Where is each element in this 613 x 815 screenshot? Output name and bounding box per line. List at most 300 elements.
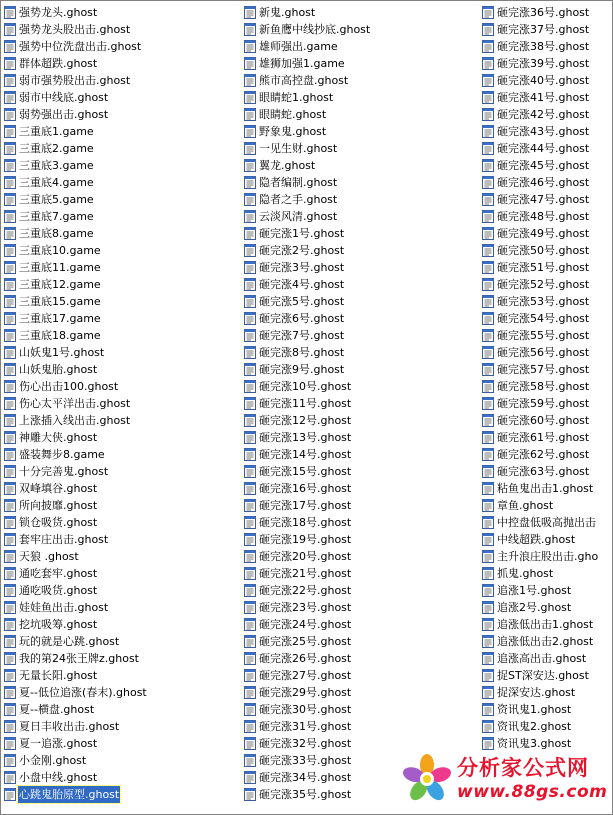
document-icon bbox=[482, 278, 494, 291]
file-item[interactable] bbox=[244, 565, 480, 582]
file-item[interactable] bbox=[4, 327, 242, 344]
file-item[interactable] bbox=[244, 310, 480, 327]
file-name: 砸完涨58号.ghost bbox=[497, 380, 590, 393]
file-name: 砸完涨60号.ghost bbox=[497, 414, 590, 427]
file-item[interactable] bbox=[244, 361, 480, 378]
document-icon bbox=[4, 516, 16, 529]
file-item[interactable] bbox=[244, 684, 480, 701]
file-item[interactable] bbox=[482, 548, 613, 565]
file-item[interactable] bbox=[4, 650, 242, 667]
file-item[interactable] bbox=[244, 72, 480, 89]
document-icon bbox=[4, 329, 16, 342]
document-icon bbox=[4, 737, 16, 750]
document-icon bbox=[482, 618, 494, 631]
file-item[interactable] bbox=[482, 514, 613, 531]
file-name: 十分完善鬼.ghost bbox=[19, 465, 109, 478]
file-item[interactable] bbox=[482, 650, 613, 667]
file-item[interactable] bbox=[4, 361, 242, 378]
file-item[interactable] bbox=[4, 667, 242, 684]
document-icon bbox=[244, 91, 256, 104]
file-item[interactable] bbox=[244, 701, 480, 718]
file-item[interactable] bbox=[4, 225, 242, 242]
file-name: 中线超跌.ghost bbox=[497, 533, 576, 546]
document-icon bbox=[4, 244, 16, 257]
document-icon bbox=[4, 278, 16, 291]
file-name: 一见生财.ghost bbox=[259, 142, 338, 155]
file-item[interactable] bbox=[4, 497, 242, 514]
file-name: 三重底8.game bbox=[19, 227, 94, 240]
file-name: 资讯鬼2.ghost bbox=[497, 720, 572, 733]
file-name: 砸完涨16号.ghost bbox=[259, 482, 352, 495]
file-item[interactable] bbox=[244, 38, 480, 55]
file-item[interactable] bbox=[244, 123, 480, 140]
file-item[interactable] bbox=[4, 548, 242, 565]
document-icon bbox=[4, 159, 16, 172]
file-name: 砸完涨31号.ghost bbox=[259, 720, 352, 733]
file-item[interactable] bbox=[482, 633, 613, 650]
file-item[interactable] bbox=[244, 616, 480, 633]
file-item[interactable] bbox=[244, 276, 480, 293]
file-item[interactable] bbox=[4, 378, 242, 395]
file-item[interactable] bbox=[482, 701, 613, 718]
file-item[interactable] bbox=[482, 378, 613, 395]
file-item[interactable] bbox=[244, 429, 480, 446]
file-item[interactable] bbox=[4, 514, 242, 531]
file-name: 三重底7.game bbox=[19, 210, 94, 223]
file-name: 砸完涨2号.ghost bbox=[259, 244, 345, 257]
file-name: 三重底1.game bbox=[19, 125, 94, 138]
document-icon bbox=[244, 482, 256, 495]
document-icon bbox=[244, 737, 256, 750]
document-icon bbox=[244, 6, 256, 19]
file-item[interactable] bbox=[482, 344, 613, 361]
document-icon bbox=[244, 720, 256, 733]
file-item[interactable] bbox=[482, 259, 613, 276]
document-icon bbox=[482, 23, 494, 36]
file-name: 砸完涨10号.ghost bbox=[259, 380, 352, 393]
document-icon bbox=[244, 652, 256, 665]
file-name: 所向披靡.ghost bbox=[19, 499, 98, 512]
file-item[interactable] bbox=[244, 259, 480, 276]
file-item[interactable] bbox=[482, 616, 613, 633]
file-item[interactable] bbox=[244, 89, 480, 106]
file-item[interactable] bbox=[244, 157, 480, 174]
file-name: 雄师强出.game bbox=[259, 40, 338, 53]
file-item[interactable] bbox=[244, 242, 480, 259]
file-name: 砸完涨17号.ghost bbox=[259, 499, 352, 512]
file-name: 追涨2号.ghost bbox=[497, 601, 572, 614]
document-icon bbox=[482, 601, 494, 614]
file-item[interactable] bbox=[482, 582, 613, 599]
file-name: 砸完涨38号.ghost bbox=[497, 40, 590, 53]
document-icon bbox=[244, 40, 256, 53]
file-item[interactable] bbox=[482, 429, 613, 446]
document-icon bbox=[482, 397, 494, 410]
file-name: 眼睛蛇.ghost bbox=[259, 108, 327, 121]
file-item[interactable] bbox=[4, 684, 242, 701]
file-name: 弱市强势股出击.ghost bbox=[19, 74, 131, 87]
file-name: 资讯鬼3.ghost bbox=[497, 737, 572, 750]
document-icon bbox=[482, 6, 494, 19]
file-item[interactable] bbox=[482, 106, 613, 123]
file-item[interactable] bbox=[482, 140, 613, 157]
file-name: 砸完涨42号.ghost bbox=[497, 108, 590, 121]
file-item[interactable] bbox=[4, 616, 242, 633]
document-icon bbox=[482, 142, 494, 155]
file-name: 群体超跌.ghost bbox=[19, 57, 98, 70]
document-icon bbox=[4, 567, 16, 580]
file-item[interactable] bbox=[482, 72, 613, 89]
file-name: 三重底17.game bbox=[19, 312, 101, 325]
file-item[interactable] bbox=[4, 344, 242, 361]
file-name: 砸完涨47号.ghost bbox=[497, 193, 590, 206]
document-icon bbox=[4, 465, 16, 478]
file-name: 双峰填谷.ghost bbox=[19, 482, 98, 495]
document-icon bbox=[244, 414, 256, 427]
file-item[interactable] bbox=[244, 412, 480, 429]
document-icon bbox=[244, 618, 256, 631]
document-icon bbox=[4, 397, 16, 410]
file-name: 砸完涨13号.ghost bbox=[259, 431, 352, 444]
document-icon bbox=[4, 23, 16, 36]
file-name: 砸完涨14号.ghost bbox=[259, 448, 352, 461]
document-icon bbox=[482, 108, 494, 121]
file-name: 砸完涨55号.ghost bbox=[497, 329, 590, 342]
file-name: 我的第24张王牌z.ghost bbox=[19, 652, 139, 665]
file-name: 三重底4.game bbox=[19, 176, 94, 189]
file-item[interactable] bbox=[244, 667, 480, 684]
document-icon bbox=[482, 533, 494, 546]
file-item[interactable] bbox=[4, 106, 242, 123]
file-name: 砸完涨15号.ghost bbox=[259, 465, 352, 478]
file-name: 追涨低出击2.ghost bbox=[497, 635, 594, 648]
file-name: 砸完涨61号.ghost bbox=[497, 431, 590, 444]
file-item[interactable] bbox=[244, 446, 480, 463]
file-name: 砸完涨45号.ghost bbox=[497, 159, 590, 172]
file-item[interactable] bbox=[4, 293, 242, 310]
file-name: 无量长阳.ghost bbox=[19, 669, 98, 682]
file-item[interactable] bbox=[4, 735, 242, 752]
file-name: 通吃套牢.ghost bbox=[19, 567, 98, 580]
file-name: 三重底5.game bbox=[19, 193, 94, 206]
document-icon bbox=[244, 703, 256, 716]
file-item[interactable] bbox=[482, 191, 613, 208]
file-name: 三重底10.game bbox=[19, 244, 101, 257]
document-icon bbox=[244, 380, 256, 393]
document-icon bbox=[244, 244, 256, 257]
file-item[interactable] bbox=[4, 140, 242, 157]
file-name: 砸完涨21号.ghost bbox=[259, 567, 352, 580]
file-name: 捉深安达.ghost bbox=[497, 686, 576, 699]
file-item[interactable] bbox=[244, 480, 480, 497]
document-icon bbox=[482, 57, 494, 70]
document-icon bbox=[244, 499, 256, 512]
document-icon bbox=[482, 40, 494, 53]
file-item[interactable] bbox=[482, 412, 613, 429]
file-item[interactable] bbox=[482, 89, 613, 106]
file-item[interactable] bbox=[244, 21, 480, 38]
document-icon bbox=[244, 125, 256, 138]
document-icon bbox=[482, 584, 494, 597]
file-item[interactable] bbox=[244, 633, 480, 650]
flower-logo-icon bbox=[401, 753, 453, 805]
file-name: 三重底18.game bbox=[19, 329, 101, 342]
file-item[interactable] bbox=[482, 327, 613, 344]
document-icon bbox=[4, 6, 16, 19]
file-item[interactable] bbox=[4, 701, 242, 718]
file-item[interactable] bbox=[4, 463, 242, 480]
file-item[interactable] bbox=[482, 480, 613, 497]
document-icon bbox=[482, 312, 494, 325]
file-item[interactable] bbox=[482, 123, 613, 140]
document-icon bbox=[4, 703, 16, 716]
file-name: 伤心太平洋出击.ghost bbox=[19, 397, 131, 410]
file-item[interactable] bbox=[4, 582, 242, 599]
file-item[interactable] bbox=[4, 565, 242, 582]
document-icon bbox=[244, 74, 256, 87]
document-icon bbox=[4, 74, 16, 87]
watermark-url: www.88gs.com bbox=[457, 782, 608, 802]
file-name: 砸完涨62号.ghost bbox=[497, 448, 590, 461]
document-icon bbox=[244, 278, 256, 291]
document-icon bbox=[482, 652, 494, 665]
file-item[interactable] bbox=[482, 174, 613, 191]
document-icon bbox=[4, 57, 16, 70]
file-item[interactable] bbox=[482, 157, 613, 174]
file-item[interactable] bbox=[244, 463, 480, 480]
file-item[interactable] bbox=[4, 38, 242, 55]
file-item[interactable] bbox=[244, 4, 480, 21]
file-name: 隐者编制.ghost bbox=[259, 176, 338, 189]
file-item[interactable] bbox=[482, 38, 613, 55]
file-column-1 bbox=[4, 4, 242, 803]
document-icon bbox=[4, 533, 16, 546]
file-name: 中控盘低吸高抛出击 bbox=[497, 516, 596, 529]
document-icon bbox=[482, 74, 494, 87]
file-item[interactable] bbox=[482, 684, 613, 701]
file-name: 砸完涨20号.ghost bbox=[259, 550, 352, 563]
file-name: 砸完涨37号.ghost bbox=[497, 23, 590, 36]
document-icon bbox=[482, 363, 494, 376]
document-icon bbox=[4, 482, 16, 495]
file-item[interactable] bbox=[482, 565, 613, 582]
document-icon bbox=[244, 448, 256, 461]
file-item[interactable] bbox=[244, 174, 480, 191]
file-name: 砸完涨35号.ghost bbox=[259, 788, 352, 801]
file-name: 章鱼.ghost bbox=[497, 499, 554, 512]
file-item[interactable] bbox=[4, 89, 242, 106]
document-icon bbox=[244, 754, 256, 767]
file-item[interactable] bbox=[4, 72, 242, 89]
document-icon bbox=[244, 584, 256, 597]
file-item[interactable] bbox=[4, 395, 242, 412]
file-item[interactable] bbox=[4, 259, 242, 276]
document-icon bbox=[244, 567, 256, 580]
document-icon bbox=[244, 686, 256, 699]
document-icon bbox=[4, 720, 16, 733]
document-icon bbox=[4, 771, 16, 784]
file-item[interactable] bbox=[482, 293, 613, 310]
file-name: 砸完涨63号.ghost bbox=[497, 465, 590, 478]
file-item[interactable] bbox=[4, 531, 242, 548]
document-icon bbox=[244, 669, 256, 682]
document-icon bbox=[244, 771, 256, 784]
file-item[interactable] bbox=[4, 446, 242, 463]
file-item[interactable] bbox=[482, 225, 613, 242]
file-item[interactable] bbox=[244, 531, 480, 548]
file-item[interactable] bbox=[4, 599, 242, 616]
file-item[interactable] bbox=[244, 208, 480, 225]
file-column-3 bbox=[482, 4, 613, 752]
file-name: 娃娃鱼出击.ghost bbox=[19, 601, 109, 614]
document-icon bbox=[244, 533, 256, 546]
file-item[interactable] bbox=[482, 361, 613, 378]
document-icon bbox=[244, 465, 256, 478]
file-item[interactable] bbox=[244, 514, 480, 531]
file-item[interactable] bbox=[482, 208, 613, 225]
file-item[interactable] bbox=[482, 463, 613, 480]
file-name: 弱势强出击.ghost bbox=[19, 108, 109, 121]
file-item[interactable] bbox=[244, 582, 480, 599]
document-icon bbox=[244, 516, 256, 529]
file-item[interactable] bbox=[244, 344, 480, 361]
document-icon bbox=[482, 210, 494, 223]
document-icon bbox=[244, 108, 256, 121]
file-item[interactable] bbox=[244, 225, 480, 242]
document-icon bbox=[482, 159, 494, 172]
watermark-title: 分析家公式网 bbox=[457, 756, 589, 780]
file-name: 伤心出击100.ghost bbox=[19, 380, 119, 393]
document-icon bbox=[4, 414, 16, 427]
file-item[interactable] bbox=[4, 480, 242, 497]
file-item[interactable] bbox=[244, 395, 480, 412]
file-name: 主升浪庄股出击.gho bbox=[497, 550, 599, 563]
file-name: 隐者之手.ghost bbox=[259, 193, 338, 206]
document-icon bbox=[244, 550, 256, 563]
document-icon bbox=[482, 91, 494, 104]
document-icon bbox=[244, 227, 256, 240]
file-name: 砸完涨44号.ghost bbox=[497, 142, 590, 155]
file-item[interactable] bbox=[4, 174, 242, 191]
file-item[interactable] bbox=[4, 123, 242, 140]
file-item[interactable] bbox=[244, 548, 480, 565]
file-item[interactable] bbox=[4, 786, 242, 803]
file-item[interactable] bbox=[482, 718, 613, 735]
file-item[interactable] bbox=[482, 531, 613, 548]
file-item[interactable] bbox=[482, 4, 613, 21]
file-name: 砸完涨1号.ghost bbox=[259, 227, 345, 240]
file-name: 山妖鬼胎.ghost bbox=[19, 363, 98, 376]
file-name: 三重底3.game bbox=[19, 159, 94, 172]
file-item[interactable] bbox=[482, 446, 613, 463]
file-item[interactable] bbox=[244, 718, 480, 735]
file-item[interactable] bbox=[244, 293, 480, 310]
document-icon bbox=[482, 227, 494, 240]
file-item[interactable] bbox=[4, 310, 242, 327]
file-item[interactable] bbox=[244, 140, 480, 157]
document-icon bbox=[4, 669, 16, 682]
document-icon bbox=[4, 754, 16, 767]
file-item[interactable] bbox=[4, 429, 242, 446]
file-name: 砸完涨25号.ghost bbox=[259, 635, 352, 648]
document-icon bbox=[4, 142, 16, 155]
file-name: 追涨1号.ghost bbox=[497, 584, 572, 597]
file-name: 翼龙.ghost bbox=[259, 159, 316, 172]
file-item[interactable] bbox=[4, 242, 242, 259]
file-name: 砸完涨11号.ghost bbox=[259, 397, 352, 410]
document-icon bbox=[482, 329, 494, 342]
document-icon bbox=[482, 482, 494, 495]
document-icon bbox=[244, 159, 256, 172]
document-icon bbox=[244, 312, 256, 325]
file-name: 砸完涨57号.ghost bbox=[497, 363, 590, 376]
document-icon bbox=[4, 125, 16, 138]
file-name: 心跳鬼胎原型.ghost bbox=[19, 788, 120, 801]
file-item[interactable] bbox=[4, 752, 242, 769]
file-item[interactable] bbox=[482, 667, 613, 684]
document-icon bbox=[4, 380, 16, 393]
file-item[interactable] bbox=[244, 599, 480, 616]
file-item[interactable] bbox=[4, 276, 242, 293]
file-name: 砸完涨43号.ghost bbox=[497, 125, 590, 138]
file-item[interactable] bbox=[4, 208, 242, 225]
document-icon bbox=[482, 244, 494, 257]
file-item[interactable] bbox=[244, 106, 480, 123]
file-name: 砸完涨41号.ghost bbox=[497, 91, 590, 104]
document-icon bbox=[4, 261, 16, 274]
document-icon bbox=[4, 346, 16, 359]
document-icon bbox=[244, 601, 256, 614]
file-item[interactable] bbox=[4, 157, 242, 174]
document-icon bbox=[244, 788, 256, 801]
file-item[interactable] bbox=[482, 310, 613, 327]
document-icon bbox=[4, 108, 16, 121]
file-name: 砸完涨22号.ghost bbox=[259, 584, 352, 597]
file-name: 小金刚.ghost bbox=[19, 754, 87, 767]
file-item[interactable] bbox=[244, 55, 480, 72]
file-name: 上涨插入线出击.ghost bbox=[19, 414, 131, 427]
file-name: 砸完涨8号.ghost bbox=[259, 346, 345, 359]
file-item[interactable] bbox=[4, 718, 242, 735]
file-item[interactable] bbox=[482, 395, 613, 412]
file-item[interactable] bbox=[244, 650, 480, 667]
file-item[interactable] bbox=[482, 55, 613, 72]
document-icon bbox=[244, 142, 256, 155]
file-item[interactable] bbox=[4, 4, 242, 21]
file-name: 砸完涨9号.ghost bbox=[259, 363, 345, 376]
file-item[interactable] bbox=[4, 191, 242, 208]
document-icon bbox=[244, 295, 256, 308]
file-item[interactable] bbox=[244, 191, 480, 208]
file-name: 砸完涨18号.ghost bbox=[259, 516, 352, 529]
file-item[interactable] bbox=[482, 242, 613, 259]
file-item[interactable] bbox=[482, 21, 613, 38]
file-item[interactable] bbox=[482, 497, 613, 514]
document-icon bbox=[244, 431, 256, 444]
file-item[interactable] bbox=[244, 327, 480, 344]
file-item[interactable] bbox=[4, 769, 242, 786]
file-item[interactable] bbox=[482, 599, 613, 616]
file-item[interactable] bbox=[482, 276, 613, 293]
file-item[interactable] bbox=[244, 497, 480, 514]
file-item[interactable] bbox=[4, 21, 242, 38]
file-item[interactable] bbox=[4, 633, 242, 650]
file-item[interactable] bbox=[4, 412, 242, 429]
file-name: 弱市中线底.ghost bbox=[19, 91, 109, 104]
file-item[interactable] bbox=[4, 55, 242, 72]
file-item[interactable] bbox=[244, 378, 480, 395]
document-icon bbox=[482, 295, 494, 308]
